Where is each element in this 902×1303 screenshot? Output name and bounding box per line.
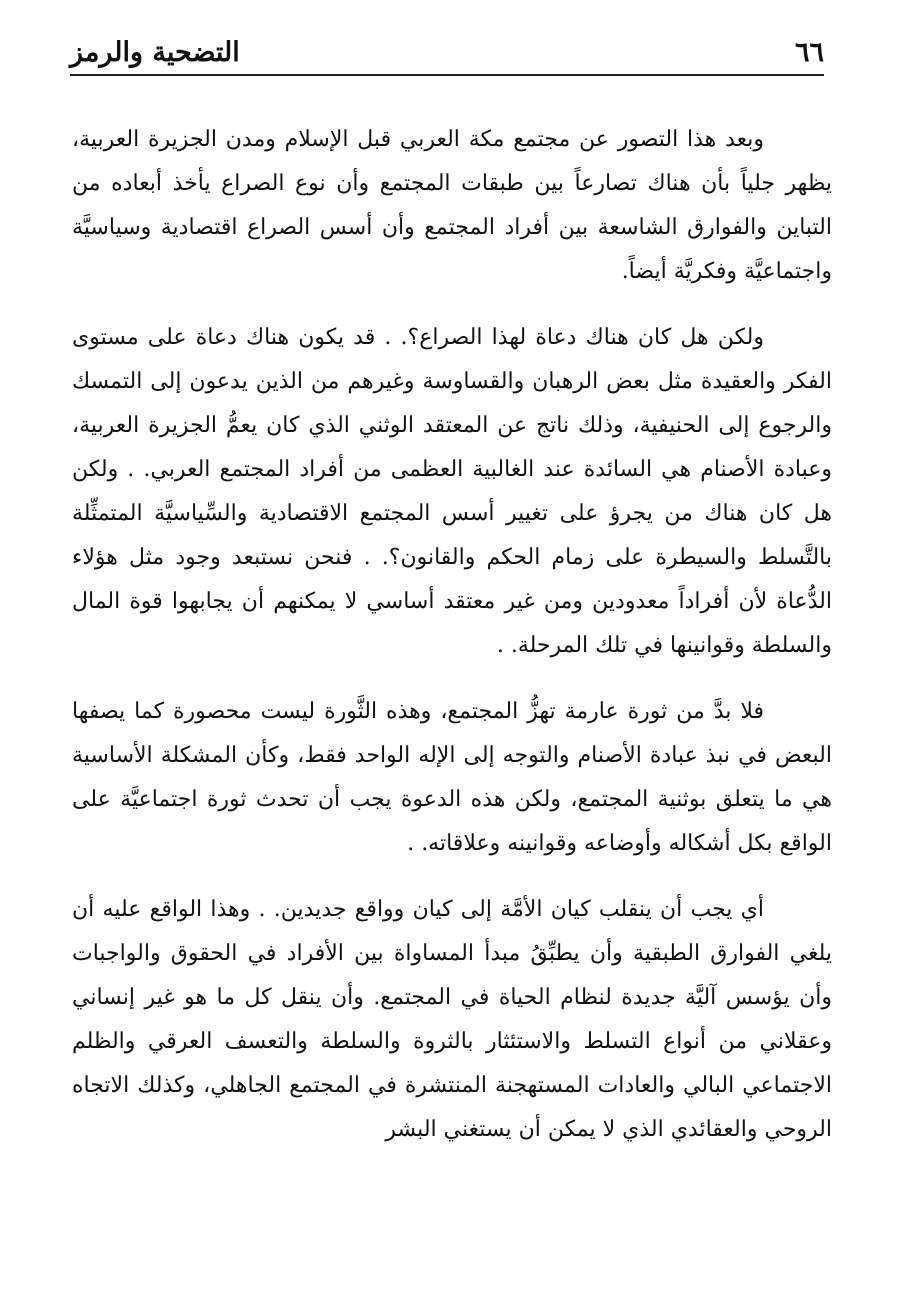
paragraph-3: فلا بدَّ من ثورة عارمة تهزُّ المجتمع، وهذه الثَّورة ليست محصورة كما يصفها البعض في نبذ عبادة الأصنام والتوجه إلى الإله الواحد فقط، وكأن المشكلة الأساسية هي ما يتعلق بوثنية المجتمع، ولكن هذه الدعوة يجب أن تحدث ثورة اجتماعيَّة على الواقع بكل أشكاله وأوضاعه وقوانينه وعلاقاته. . [72, 699, 832, 856]
paragraph-2: ولكن هل كان هناك دعاة لهذا الصراع؟. . قد يكون هناك دعاة على مستوى الفكر والعقيدة مثل بعض الرهبان والقساوسة وغيرهم من الذين يدعون إلى التمسك والرجوع إلى الحنيفية، وذلك ناتج عن المعتقد الوثني الذي كان يعمُّ الجزيرة العربية، وعبادة الأصنام هي السائدة عند الغالبية العظمى من أفراد المجتمع العربي. . ولكن هل كان هناك من يجرؤ على تغيير أسس المجتمع الاقتصادية والسِّياسيَّة المتمثِّلة بالتَّسلط والسيطرة على زمام الحكم والقانون؟. . فنحن نستبعد وجود مثل هؤلاء الدُّعاة لأن أفراداً معدودين ومن غير معتقد أساسي لا يمكنهم أن يجابهوا قوة المال والسلطة وقوانينها في تلك المرحلة. . [72, 325, 832, 658]
running-title: التضحية والرمز [70, 37, 240, 68]
running-header [70, 26, 824, 74]
paragraph-4: أي يجب أن ينقلب كيان الأمَّة إلى كيان وواقع جديدين. . وهذا الواقع عليه أن يلغي الفوارق الطبقية وأن يطبِّقُ مبدأ المساواة بين الأفراد في الحقوق والواجبات وأن يؤسس آليَّة جديدة لنظام الحياة في المجتمع. وأن ينقل كل ما هو غير إنساني وعقلاني من أنواع التسلط والاستئثار بالثروة والسلطة والتعسف العرقي والظلم الاجتماعي البالي والعادات المستهجنة المنتشرة في المجتمع الجاهلي، وكذلك الاتجاه الروحي والعقائدي الذي لا يمكن أن يستغني البشر [72, 897, 832, 1142]
paragraph-1: وبعد هذا التصور عن مجتمع مكة العربي قبل الإسلام ومدن الجزيرة العربية، يظهر جلياً بأن هناك تصارعاً بين طبقات المجتمع وأن نوع الصراع يأخذ أبعاده من التباين والفوارق الشاسعة بين أفراد المجتمع وأن أسس الصراع اقتصادية وسياسيَّة واجتماعيَّة وفكريَّة أيضاً. [72, 127, 832, 284]
page-number: ٦٦ [794, 37, 824, 68]
page-body [72, 118, 832, 1283]
header-rule [70, 74, 824, 76]
